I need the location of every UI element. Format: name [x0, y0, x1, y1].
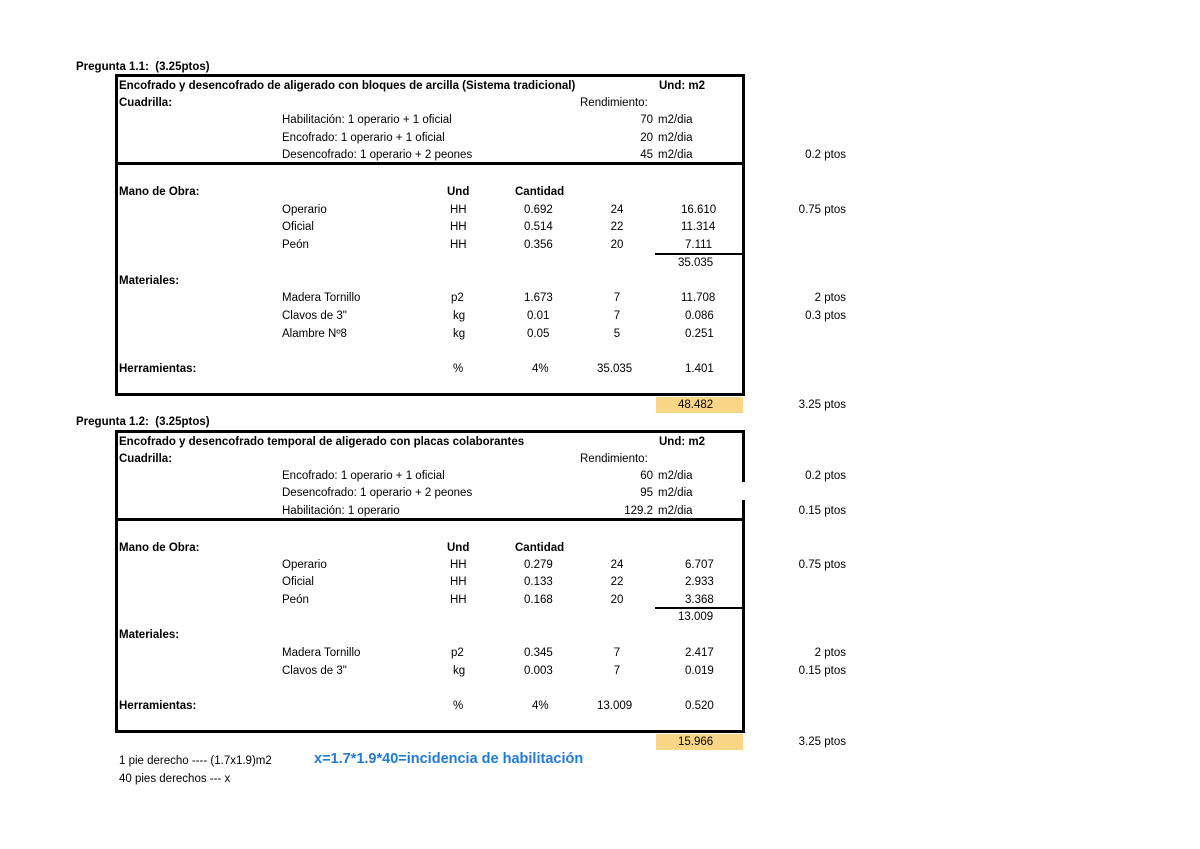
- material-score: 2 ptos: [814, 647, 846, 659]
- material-price: 7: [613, 292, 621, 304]
- material-name: Madera Tornillo: [282, 292, 361, 304]
- labor-price: 22: [610, 221, 624, 233]
- tools-und: %: [453, 363, 464, 375]
- note-line-2: 40 pies derechos --- x: [119, 773, 231, 785]
- labor-und: HH: [450, 221, 467, 233]
- labor-price: 24: [610, 559, 624, 571]
- tools-label: Herramientas:: [119, 363, 197, 375]
- q2-question-label: Pregunta 1.2: (3.25ptos): [76, 416, 210, 428]
- q2-frame-gap: [742, 482, 745, 500]
- note-formula: x=1.7*1.9*40=incidencia de habilitación: [314, 751, 584, 767]
- tools-qty: 4%: [532, 700, 549, 712]
- q1-labor-total: 35.035: [678, 257, 714, 269]
- labor-qty: 0.133: [524, 576, 553, 588]
- crew-unit: m2/dia: [658, 132, 693, 144]
- material-partial: 0.019: [685, 665, 714, 677]
- tools-partial: 1.401: [685, 363, 714, 375]
- crew-score: 0.15 ptos: [798, 505, 846, 517]
- q1-und-header: Und: [447, 186, 470, 198]
- labor-qty: 0.279: [524, 559, 553, 571]
- material-partial: 0.251: [685, 328, 714, 340]
- material-price: 5: [613, 328, 621, 340]
- q1-cuadrilla-label: Cuadrilla:: [119, 97, 173, 109]
- material-price: 7: [613, 665, 621, 677]
- material-name: Clavos de 3": [282, 665, 347, 677]
- q1-unit: Und: m2: [659, 80, 705, 92]
- q2-total-score: 3.25 ptos: [798, 736, 846, 748]
- tools-partial: 0.520: [685, 700, 714, 712]
- material-qty: 0.345: [524, 647, 553, 659]
- q1-question-label: Pregunta 1.1: (3.25ptos): [76, 61, 210, 73]
- q2-labor-total: 13.009: [678, 611, 714, 623]
- labor-partial: 16.610: [681, 204, 717, 216]
- crew-desc: Habilitación: 1 operario: [282, 505, 400, 517]
- material-qty: 0.05: [527, 328, 550, 340]
- q2-cuadrilla-label: Cuadrilla:: [119, 453, 173, 465]
- q2-unit: Und: m2: [659, 436, 705, 448]
- material-partial: 2.417: [685, 647, 714, 659]
- labor-qty: 0.356: [524, 239, 553, 251]
- q2-cantidad-header: Cantidad: [515, 542, 565, 554]
- q1-divider: [115, 162, 745, 165]
- material-partial: 11.708: [681, 292, 716, 304]
- labor-name: Peón: [282, 594, 309, 606]
- labor-und: HH: [450, 576, 467, 588]
- crew-value: 70: [640, 114, 653, 126]
- q2-mat-label: Materiales:: [119, 629, 180, 641]
- labor-und: HH: [450, 204, 467, 216]
- labor-partial: 6.707: [685, 559, 714, 571]
- q2-rendimiento-label: Rendimiento:: [580, 453, 648, 465]
- labor-score: 0.75 ptos: [798, 559, 846, 571]
- labor-partial: 11.314: [681, 221, 716, 233]
- crew-value: 129.2: [624, 505, 653, 517]
- material-score: 2 ptos: [814, 292, 846, 304]
- tools-qty: 4%: [532, 363, 549, 375]
- labor-price: 20: [610, 594, 624, 606]
- material-name: Clavos de 3": [282, 310, 347, 322]
- q1-rendimiento-label: Rendimiento:: [580, 97, 648, 109]
- labor-name: Operario: [282, 204, 327, 216]
- q1-total: 48.482: [678, 399, 714, 411]
- crew-value: 45: [640, 149, 653, 161]
- labor-und: HH: [450, 559, 467, 571]
- material-und: p2: [451, 292, 464, 304]
- crew-unit: m2/dia: [658, 114, 693, 126]
- q1-cantidad-header: Cantidad: [515, 186, 565, 198]
- crew-score: 0.2 ptos: [805, 470, 846, 482]
- q2-und-header: Und: [447, 542, 470, 554]
- crew-value: 95: [640, 487, 653, 499]
- material-partial: 0.086: [685, 310, 714, 322]
- labor-partial: 7.111: [685, 239, 713, 251]
- labor-name: Oficial: [282, 221, 314, 233]
- labor-qty: 0.514: [524, 221, 553, 233]
- q2-title: Encofrado y desencofrado temporal de aligerado con placas colaborantes: [119, 436, 525, 448]
- material-qty: 1.673: [524, 292, 553, 304]
- labor-name: Operario: [282, 559, 327, 571]
- tools-und: %: [453, 700, 464, 712]
- tools-label: Herramientas:: [119, 700, 197, 712]
- labor-partial: 2.933: [685, 576, 714, 588]
- crew-desc: Desencofrado: 1 operario + 2 peones: [282, 487, 473, 499]
- labor-qty: 0.692: [524, 204, 553, 216]
- q2-mo-label: Mano de Obra:: [119, 542, 200, 554]
- crew-desc: Encofrado: 1 operario + 1 oficial: [282, 132, 445, 144]
- material-und: kg: [453, 328, 466, 340]
- labor-und: HH: [450, 594, 467, 606]
- material-qty: 0.003: [524, 665, 553, 677]
- crew-unit: m2/dia: [658, 149, 693, 161]
- labor-price: 24: [610, 204, 624, 216]
- q1-title: Encofrado y desencofrado de aligerado con bloques de arcilla (Sistema tradicional): [119, 80, 576, 92]
- q2-sum-line: [655, 607, 742, 609]
- labor-name: Peón: [282, 239, 309, 251]
- crew-desc: Habilitación: 1 operario + 1 oficial: [282, 114, 452, 126]
- labor-price: 22: [610, 576, 624, 588]
- labor-price: 20: [610, 239, 624, 251]
- crew-desc: Encofrado: 1 operario + 1 oficial: [282, 470, 445, 482]
- tools-base: 13.009: [597, 700, 633, 712]
- material-score: 0.15 ptos: [798, 665, 846, 677]
- q1-sum-line: [655, 253, 742, 255]
- labor-name: Oficial: [282, 576, 314, 588]
- labor-score: 0.75 ptos: [798, 204, 846, 216]
- tools-base: 35.035: [597, 363, 633, 375]
- crew-value: 20: [640, 132, 653, 144]
- q1-total-score: 3.25 ptos: [798, 399, 846, 411]
- q2-total: 15.966: [678, 736, 714, 748]
- material-und: kg: [453, 310, 466, 322]
- material-price: 7: [613, 310, 621, 322]
- crew-unit: m2/dia: [658, 487, 693, 499]
- crew-unit: m2/dia: [658, 470, 693, 482]
- q1-mo-label: Mano de Obra:: [119, 186, 200, 198]
- crew-score: 0.2 ptos: [805, 149, 846, 161]
- material-name: Madera Tornillo: [282, 647, 361, 659]
- material-und: p2: [451, 647, 464, 659]
- material-price: 7: [613, 647, 621, 659]
- note-line-1: 1 pie derecho ---- (1.7x1.9)m2: [119, 755, 272, 767]
- q1-mat-label: Materiales:: [119, 275, 180, 287]
- material-name: Alambre Nº8: [282, 328, 347, 340]
- q2-divider: [115, 518, 745, 521]
- crew-unit: m2/dia: [658, 505, 693, 517]
- material-score: 0.3 ptos: [805, 310, 846, 322]
- material-qty: 0.01: [527, 310, 550, 322]
- labor-und: HH: [450, 239, 467, 251]
- labor-qty: 0.168: [524, 594, 553, 606]
- crew-value: 60: [640, 470, 653, 482]
- material-und: kg: [453, 665, 466, 677]
- labor-partial: 3.368: [685, 594, 714, 606]
- crew-desc: Desencofrado: 1 operario + 2 peones: [282, 149, 473, 161]
